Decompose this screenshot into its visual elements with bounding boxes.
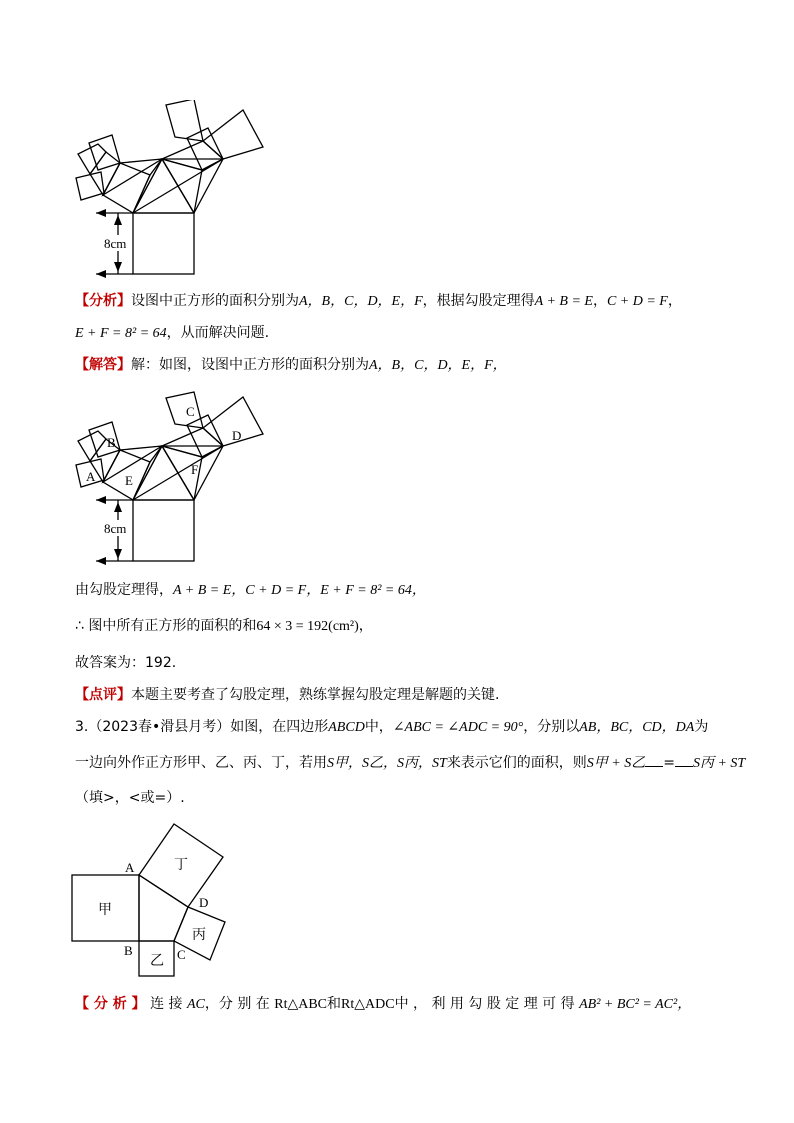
fig3-label-yi: 乙	[150, 953, 164, 969]
label-B: B	[107, 435, 116, 450]
comment-tag: 【点评】	[75, 687, 131, 703]
problem-sides: AB，BC，CD，DA	[579, 720, 695, 735]
fig3-label-A: A	[125, 860, 135, 875]
problem-quad: ABCD	[328, 720, 365, 735]
derivation-line	[75, 580, 426, 601]
derivation-eqs: A + B = E，C + D = F，E + F = 8² = 64，	[173, 583, 426, 598]
problem-rhs: S丙 + ST	[692, 756, 746, 771]
label-E: E	[125, 473, 133, 488]
analysis-sep-2: ，	[667, 293, 682, 309]
problem-rel: =	[663, 755, 675, 771]
problem-text1c: ，分别以	[523, 719, 580, 735]
fig3-label-ding: 丁	[174, 857, 188, 873]
problem-lhs: S甲 + S乙	[586, 756, 646, 771]
analysis-text-a: 设图中正方形的面积分别为	[131, 293, 299, 309]
problem-text3: （填>，<或=）.	[75, 790, 185, 806]
analysis-line2-eq: E + F = 8² = 64	[75, 326, 167, 341]
analysis3-tri1: Rt△ABC	[274, 997, 328, 1012]
analysis-line2-tail: ，从而解决问题.	[166, 325, 270, 341]
comment-text: 本题主要考查了勾股定理，熟练掌握勾股定理是解题的关键.	[131, 687, 500, 703]
solution-text: 解：如图，设图中正方形的面积分别为	[131, 357, 369, 373]
problem-source: （2023春•滑县月考）	[88, 719, 231, 735]
problem-text2b: 来表示它们的面积，则	[446, 755, 587, 771]
analysis3-tag: 【 分 析 】	[75, 996, 146, 1012]
solution-vars: A，B，C，D，E，F，	[369, 358, 507, 373]
answer-value: 192.	[145, 655, 177, 671]
fig3-label-B: B	[124, 943, 133, 958]
problem-text1b: 中，	[364, 719, 393, 735]
answer-blank-1[interactable]	[645, 754, 663, 767]
analysis3-and: 和	[327, 996, 342, 1012]
analysis-text-b: ，根据勾股定理得	[422, 293, 535, 309]
analysis3-ac: AC	[186, 997, 205, 1012]
problem-number: 3.	[75, 719, 89, 735]
analysis-tag: 【分析】	[75, 293, 131, 309]
comment-line	[75, 685, 499, 705]
therefore-calc: 64 × 3 = 192(cm²)，	[256, 619, 373, 634]
derivation-prefix: 由勾股定理得，	[75, 582, 173, 598]
fig3-label-C: C	[177, 947, 186, 962]
figure-pythagoras-tree-labeled	[70, 390, 270, 570]
figure-pythagoras-tree-1	[70, 100, 270, 280]
analysis-3-line	[75, 994, 691, 1015]
solution-tag: 【解答】	[75, 357, 131, 373]
problem-text1d: 为	[694, 719, 709, 735]
analysis-eq1: A + B = E	[534, 294, 593, 309]
label-A: A	[86, 469, 96, 484]
therefore-text: ∴ 图中所有正方形的面积的和	[75, 618, 257, 634]
therefore-line	[75, 616, 373, 637]
problem-3-line-3	[75, 788, 185, 808]
label-C: C	[186, 404, 195, 419]
problem-svars: S甲，S乙，S丙，ST	[327, 756, 447, 771]
analysis-vars: A，B，C，D，E，F	[299, 294, 423, 309]
answer-line	[75, 653, 176, 673]
label-D: D	[232, 428, 242, 443]
analysis3-text-a: 连 接	[150, 996, 183, 1012]
answer-label: 故答案为：	[75, 655, 145, 671]
problem-3-line-1	[75, 717, 708, 738]
analysis-1-line-2	[75, 323, 269, 344]
problem-3-line-2	[75, 753, 745, 774]
analysis3-text-b: ，分 别 在	[204, 996, 270, 1012]
analysis-1-line-1	[75, 291, 682, 312]
problem-text2a: 一边向外作正方形甲、乙、丙、丁，若用	[75, 755, 327, 771]
dim-label: 8cm	[104, 236, 127, 251]
label-F: F	[191, 462, 199, 477]
answer-blank-2[interactable]	[675, 754, 693, 767]
analysis3-eq: AB² + BC² = AC²，	[579, 997, 692, 1012]
problem-angle: ∠ABC = ∠ADC = 90°	[392, 720, 524, 735]
fig3-label-D: D	[199, 895, 209, 910]
fig3-label-jia: 甲	[98, 902, 112, 918]
solution-1-line	[75, 355, 507, 376]
dim-label-2: 8cm	[104, 521, 127, 536]
analysis3-tri2: Rt△ADC	[341, 997, 395, 1012]
fig3-label-bing: 丙	[192, 927, 206, 943]
analysis3-text-c: 中 ， 利 用 勾 股 定 理 可 得	[394, 996, 575, 1012]
analysis-eq2: C + D = F	[606, 294, 668, 309]
problem-text1a: 如图，在四边形	[230, 719, 329, 735]
analysis-sep: ，	[592, 293, 607, 309]
figure-quadrilateral-squares	[65, 818, 235, 978]
